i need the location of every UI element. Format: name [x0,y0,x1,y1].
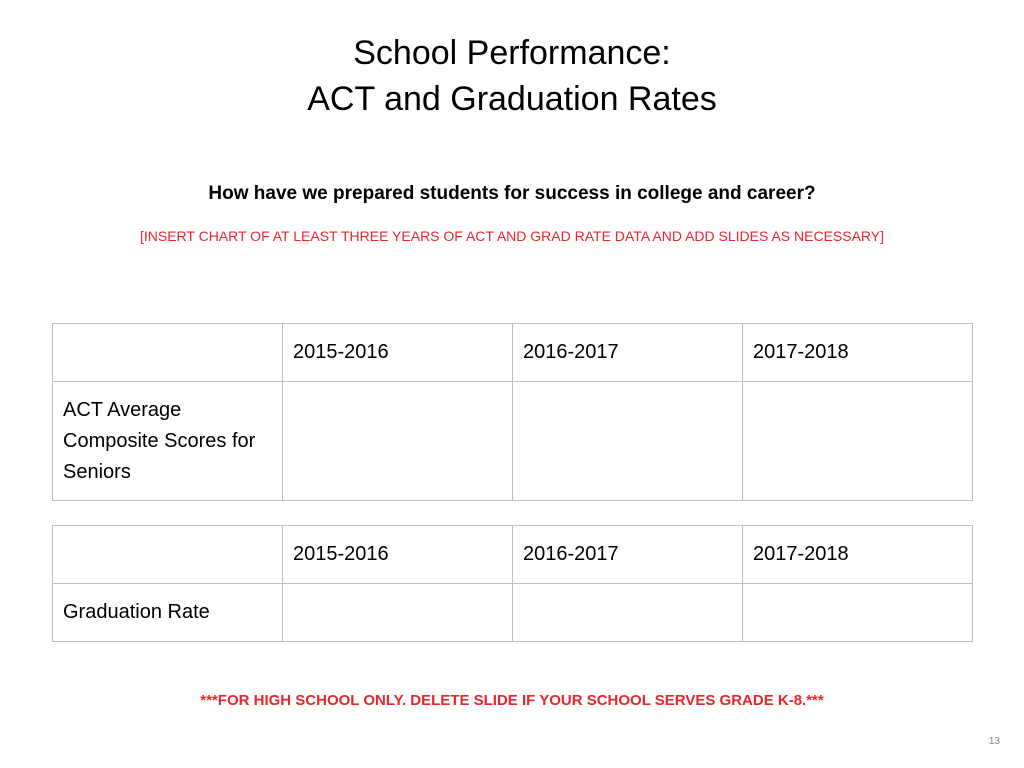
table-header-cell-empty[interactable] [53,526,283,584]
page-number: 13 [988,736,1000,747]
table-header-cell-2017-2018[interactable]: 2017-2018 [743,324,973,382]
row-label-graduation-rate[interactable]: Graduation Rate [53,584,283,642]
act-scores-table [52,323,973,501]
insert-chart-instruction: [INSERT CHART OF AT LEAST THREE YEARS OF ACT AND GRAD RATE DATA AND ADD SLIDES AS NECESSARY] [139,228,885,244]
table-header-cell-empty[interactable] [53,324,283,382]
grad-value-2016-2017[interactable] [513,584,743,642]
table-header-cell-2015-2016[interactable]: 2015-2016 [283,526,513,584]
table-row [53,382,973,501]
grad-value-2017-2018[interactable] [743,584,973,642]
slide-title-line-2: ACT and Graduation Rates [307,80,717,118]
slide-title-line-1: School Performance: [353,34,671,72]
act-value-2016-2017[interactable] [513,382,743,501]
table-header-cell-2016-2017[interactable]: 2016-2017 [513,324,743,382]
act-value-2015-2016[interactable] [283,382,513,501]
row-label-act-average[interactable]: ACT Average Composite Scores for Seniors [53,382,283,501]
grad-value-2015-2016[interactable] [283,584,513,642]
table-header-row [53,526,973,584]
high-school-only-note: ***FOR HIGH SCHOOL ONLY. DELETE SLIDE IF YOUR SCHOOL SERVES GRADE K-8.*** [200,692,824,709]
table-header-cell-2015-2016[interactable]: 2015-2016 [283,324,513,382]
table-header-row [53,324,973,382]
table-row [53,584,973,642]
guiding-question: How have we prepared students for success in college and career? [208,183,816,204]
graduation-rate-table [52,525,973,642]
table-header-cell-2016-2017[interactable]: 2016-2017 [513,526,743,584]
slide-title [0,30,1024,122]
table-header-cell-2017-2018[interactable]: 2017-2018 [743,526,973,584]
act-value-2017-2018[interactable] [743,382,973,501]
